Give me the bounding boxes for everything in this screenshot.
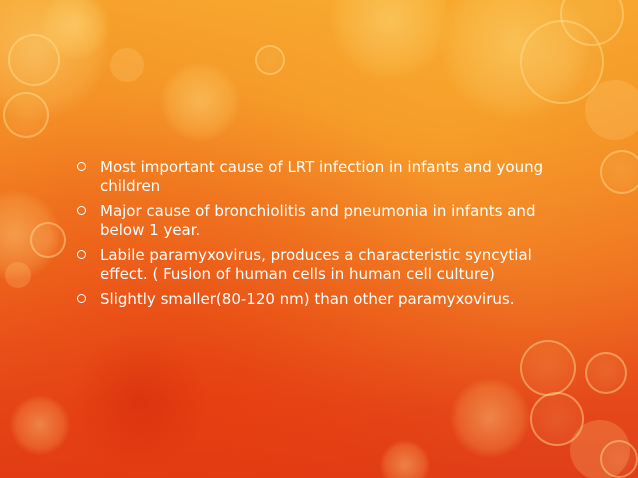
bokeh-circle-decoration <box>600 440 638 478</box>
bokeh-circle-decoration <box>520 20 604 104</box>
bokeh-circle-decoration <box>585 80 638 140</box>
bokeh-circle-decoration <box>30 222 66 258</box>
bokeh-circle-decoration <box>585 352 627 394</box>
bokeh-circle-decoration <box>10 395 70 455</box>
bokeh-circle-decoration <box>440 0 590 120</box>
bokeh-circle-decoration <box>3 92 49 138</box>
bokeh-circle-decoration <box>530 392 584 446</box>
bokeh-circle-decoration <box>570 420 630 478</box>
hollow-circle-bullet-icon <box>77 206 86 215</box>
hollow-circle-bullet-icon <box>77 294 86 303</box>
bokeh-circle-decoration <box>5 262 31 288</box>
bokeh-circle-decoration <box>8 34 60 86</box>
bokeh-circle-decoration <box>600 150 638 194</box>
bokeh-circle-decoration <box>0 190 60 280</box>
bokeh-circle-decoration <box>520 340 576 396</box>
bokeh-circle-decoration <box>560 0 624 46</box>
bokeh-circle-decoration <box>0 0 110 120</box>
bullet-text: Most important cause of LRT infection in infants and young children <box>100 158 544 195</box>
bokeh-circle-decoration <box>450 378 530 458</box>
bullet-item <box>74 290 574 309</box>
bullet-text: Major cause of bronchiolitis and pneumonia in infants and below 1 year. <box>100 202 536 239</box>
bokeh-circle-decoration <box>70 330 210 470</box>
bokeh-circle-decoration <box>160 62 240 142</box>
bokeh-circle-decoration <box>110 48 144 82</box>
bullet-text: Labile paramyxovirus, produces a characteristic syncytial effect. ( Fusion of human cells in human cell culture) <box>100 246 532 283</box>
hollow-circle-bullet-icon <box>77 250 86 259</box>
bokeh-circle-decoration <box>380 440 430 478</box>
bullet-list <box>74 158 574 309</box>
bullet-item <box>74 202 574 240</box>
bokeh-circle-decoration <box>255 45 285 75</box>
bokeh-circle-decoration <box>330 0 450 80</box>
hollow-circle-bullet-icon <box>77 162 86 171</box>
slide-content <box>74 158 574 315</box>
bullet-text: Slightly smaller(80-120 nm) than other paramyxovirus. <box>100 290 515 308</box>
bullet-item <box>74 246 574 284</box>
bokeh-circle-decoration <box>40 0 110 60</box>
bullet-item <box>74 158 574 196</box>
